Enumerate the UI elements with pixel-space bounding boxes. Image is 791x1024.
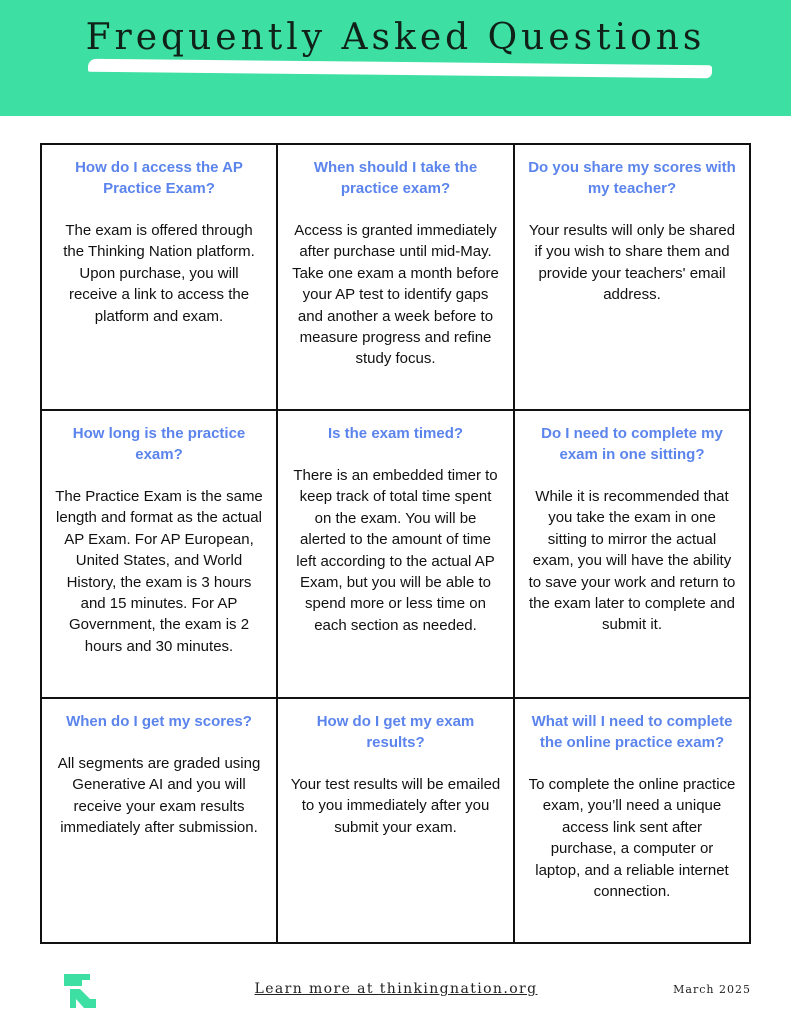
faq-answer: To complete the online practice exam, you’ll need a unique access link sent after purchase, a computer or laptop, and a reliable internet connection. <box>528 776 736 901</box>
faq-item-when-scores <box>42 699 278 942</box>
faq-grid <box>40 143 751 944</box>
faq-question: When do I get my scores? <box>66 713 252 730</box>
faq-question: Do I need to complete my exam in one sitting? <box>541 425 723 463</box>
faq-item-when-to-take <box>278 145 515 411</box>
faq-answer: The Practice Exam is the same length and format as the actual AP Exam. For AP European, United States, and World History, the exam is 3 hours and 15 minutes. For AP Government, the exam is 2 hours and 30 minutes. <box>55 488 263 655</box>
faq-question: When should I take the practice exam? <box>313 159 478 197</box>
faq-answer: All segments are graded using Generative AI and you will receive your exam results immediately after submission. <box>57 755 261 837</box>
faq-question: How long is the practice exam? <box>72 425 246 463</box>
faq-answer: While it is recommended that you take the exam in one sitting to mirror the actual exam, you will have the ability to save your work and return to the exam later to complete and submit it. <box>528 488 736 634</box>
faq-answer: There is an embedded timer to keep track of total time spent on the exam. You will be alerted to the amount of time left according to the actual AP Exam, but you will be able to spend more or less time on each section as needed. <box>293 467 498 634</box>
faq-answer: Access is granted immediately after purchase until mid-May. Take one exam a month before your AP test to identify gaps and another a week before to measure progress and refine study focus. <box>292 222 499 368</box>
faq-item-get-results <box>278 699 515 942</box>
thinking-nation-logo-icon <box>64 974 96 1008</box>
faq-question: What will I need to complete the online practice exam? <box>531 713 733 751</box>
page-title: Frequently Asked Questions <box>85 17 706 58</box>
faq-question: How do I access the AP Practice Exam? <box>75 159 243 197</box>
faq-item-exam-timed <box>278 411 515 699</box>
faq-item-requirements <box>515 699 749 942</box>
header-band <box>0 0 791 116</box>
faq-question: How do I get my exam results? <box>316 713 475 751</box>
faq-item-exam-length <box>42 411 278 699</box>
learn-more-link[interactable]: Learn more at thinkingnation.org <box>254 981 538 997</box>
publication-date: March 2025 <box>673 983 751 996</box>
title-underline-brushstroke <box>88 59 712 79</box>
faq-item-access-exam <box>42 145 278 411</box>
faq-item-one-sitting <box>515 411 749 699</box>
faq-answer: Your test results will be emailed to you immediately after you submit your exam. <box>290 776 501 836</box>
faq-question: Do you share my scores with my teacher? <box>528 159 736 197</box>
faq-answer: The exam is offered through the Thinking Nation platform. Upon purchase, you will receive a link to access the platform and exam. <box>63 222 255 325</box>
faq-item-share-scores <box>515 145 749 411</box>
faq-answer: Your results will only be shared if you wish to share them and provide your teachers' email address. <box>528 222 736 304</box>
faq-question: Is the exam timed? <box>327 425 464 442</box>
